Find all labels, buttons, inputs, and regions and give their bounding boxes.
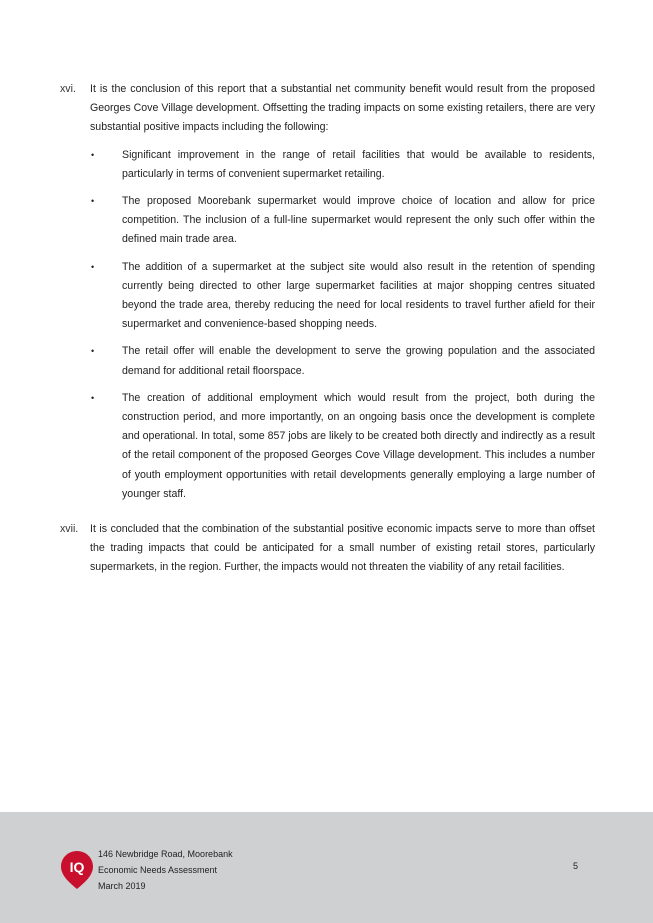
numbered-item-xvi xyxy=(60,80,595,512)
footer-address: 146 Newbridge Road, Moorebank xyxy=(98,849,233,859)
page-footer xyxy=(0,812,653,923)
bullet-icon: • xyxy=(91,196,95,207)
bullet-list xyxy=(90,146,595,504)
numbered-item-xvii xyxy=(60,520,595,578)
bullet-icon: • xyxy=(91,346,95,357)
report-body xyxy=(60,80,595,586)
bullet-text: The proposed Moorebank supermarket would improve choice of location and allow for price competition. The inclusion of a full-line supermarket would represent the only such offer within the defined main trade area. xyxy=(122,195,595,246)
bullet-icon: • xyxy=(91,261,95,272)
list-item xyxy=(90,258,595,335)
footer-document-title: Economic Needs Assessment xyxy=(98,865,218,875)
list-item xyxy=(90,389,595,504)
footer-date: March 2019 xyxy=(98,881,146,891)
item-numeral: xvi. xyxy=(60,83,76,95)
item-paragraph: It is concluded that the combination of the substantial positive economic impacts serve to more than offset the trading impacts that could be anticipated for a small number of existing retail stores, particularly supermarkets, in the region. Further, the impacts would not threaten the viability of any retail facilities. xyxy=(90,523,595,574)
list-item xyxy=(90,146,595,184)
list-item xyxy=(90,192,595,250)
logo-text: IQ xyxy=(69,859,85,875)
bullet-icon: • xyxy=(91,149,95,160)
bullet-text: Significant improvement in the range of retail facilities that would be available to residents, particularly in terms of convenient supermarket retailing. xyxy=(122,148,595,180)
bullet-text: The creation of additional employment which would result from the project, both during the construction period, and more importantly, on an ongoing basis once the development is complete and operational. In total, some 857 jobs are likely to be created both directly and indirectly as a result of the retail component of the proposed Georges Cove Village development. This includes a number of youth employment opportunities with retail developments generally employing a large number of younger staff. xyxy=(122,391,595,500)
bullet-icon: • xyxy=(91,392,95,403)
footer-info xyxy=(98,846,233,894)
page-number: 5 xyxy=(573,861,579,871)
bullet-text: The retail offer will enable the development to serve the growing population and the associated demand for additional retail floorspace. xyxy=(122,345,595,377)
list-item xyxy=(90,342,595,380)
bullet-text: The addition of a supermarket at the subject site would also result in the retention of spending currently being directed to other large supermarket facilities at major shopping centres situated beyond the trade area, thereby reducing the need for local residents to travel further afield for their supermarket and convenience-based shopping needs. xyxy=(122,260,595,331)
item-paragraph: It is the conclusion of this report that a substantial net community benefit would result from the proposed Georges Cove Village development. Offsetting the trading impacts on some existing retailers, there are very substantial positive impacts including the following: xyxy=(90,83,595,134)
item-numeral: xvii. xyxy=(60,523,79,536)
iq-logo-icon xyxy=(60,850,94,890)
